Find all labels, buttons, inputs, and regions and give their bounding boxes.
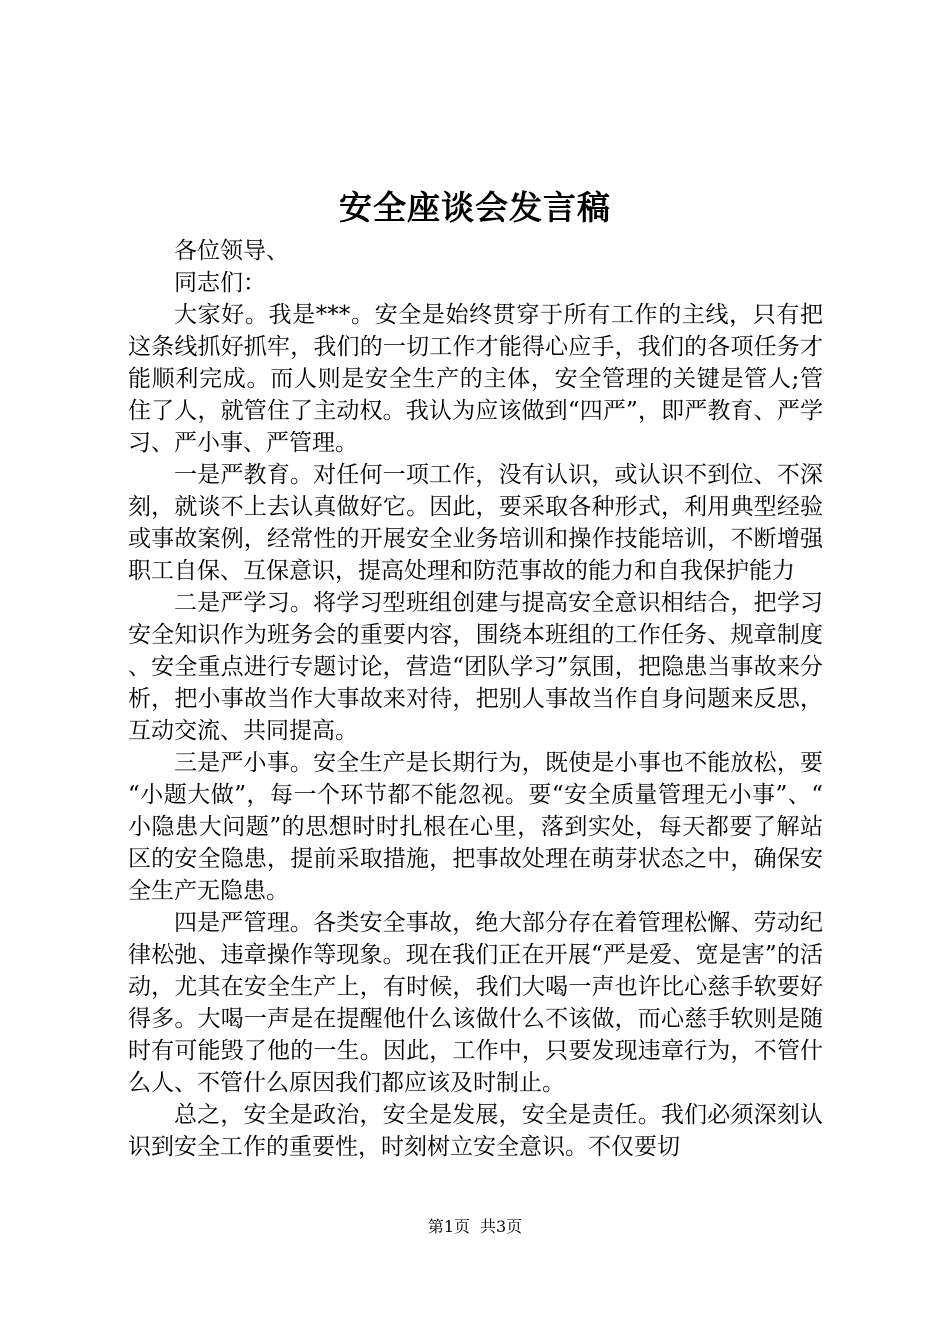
paragraph-conclusion: 总之，安全是政治，安全是发展，安全是责任。我们必须深刻认识到安全工作的重要性，时刻树立安全意识。不仅要切 [128, 1102, 823, 1160]
paragraph-education: 一是严教育。对任何一项工作，没有认识，或认识不到位、不深刻，就谈不上去认真做好它。因此，要采取各种形式，利用典型经验或事故案例，经常性的开展安全业务培训和操作技能培训，不断增强职工自保、互保意识，提高处理和防范事故的能力和自我保护能力 [128, 462, 823, 584]
paragraph-management: 四是严管理。各类安全事故，绝大部分存在着管理松懈、劳动纪律松弛、违章操作等现象。现在我们正在开展“严是爱、宽是害”的活动，尤其在安全生产上，有时候，我们大喝一声也许比心慈手软要好得多。大喝一声是在提醒他什么该做什么不该做，而心慈手软则是随时有可能毁了他的一生。因此，工作中，只要发现违章行为，不管什么人、不管什么原因我们都应该及时制止。 [128, 910, 823, 1096]
paragraph-study: 二是严学习。将学习型班组创建与提高安全意识相结合，把学习安全知识作为班务会的重要内容，围绕本班组的工作任务、规章制度、安全重点进行专题讨论，营造“团队学习”氛围，把隐患当事故来分析，把小事故当作大事故来对待，把别人事故当作自身问题来反思，互动交流、共同提高。 [128, 590, 823, 744]
paragraph-intro: 大家好。我是***。安全是始终贯穿于所有工作的主线，只有把这条线抓好抓牢，我们的一切工作才能得心应手，我们的各项任务才能顺利完成。而人则是安全生产的主体，安全管理的关键是管人;管住了人，就管住了主动权。我认为应该做到“四严”，即严教育、严学习、严小事、严管理。 [128, 302, 823, 456]
page-footer [0, 1216, 950, 1238]
document-body [128, 235, 823, 1163]
salutation-comrades: 同志们： [174, 270, 266, 296]
salutation-leaders: 各位领导、 [174, 238, 289, 264]
paragraph-small-matters: 三是严小事。安全生产是长期行为，既使是小事也不能放松，要“小题大做”，每一个环节都不能忽视。要“安全质量管理无小事”、“小隐患大问题”的思想时时扎根在心里，落到实处，每天都要了解站区的安全隐患，提前采取措施，把事故处理在萌芽状态之中，确保安全生产无隐患。 [128, 750, 823, 904]
page-total: 共3页 [480, 1217, 523, 1236]
page-number: 第1页 [427, 1217, 470, 1236]
document-title: 安全座谈会发言稿 [339, 188, 611, 227]
